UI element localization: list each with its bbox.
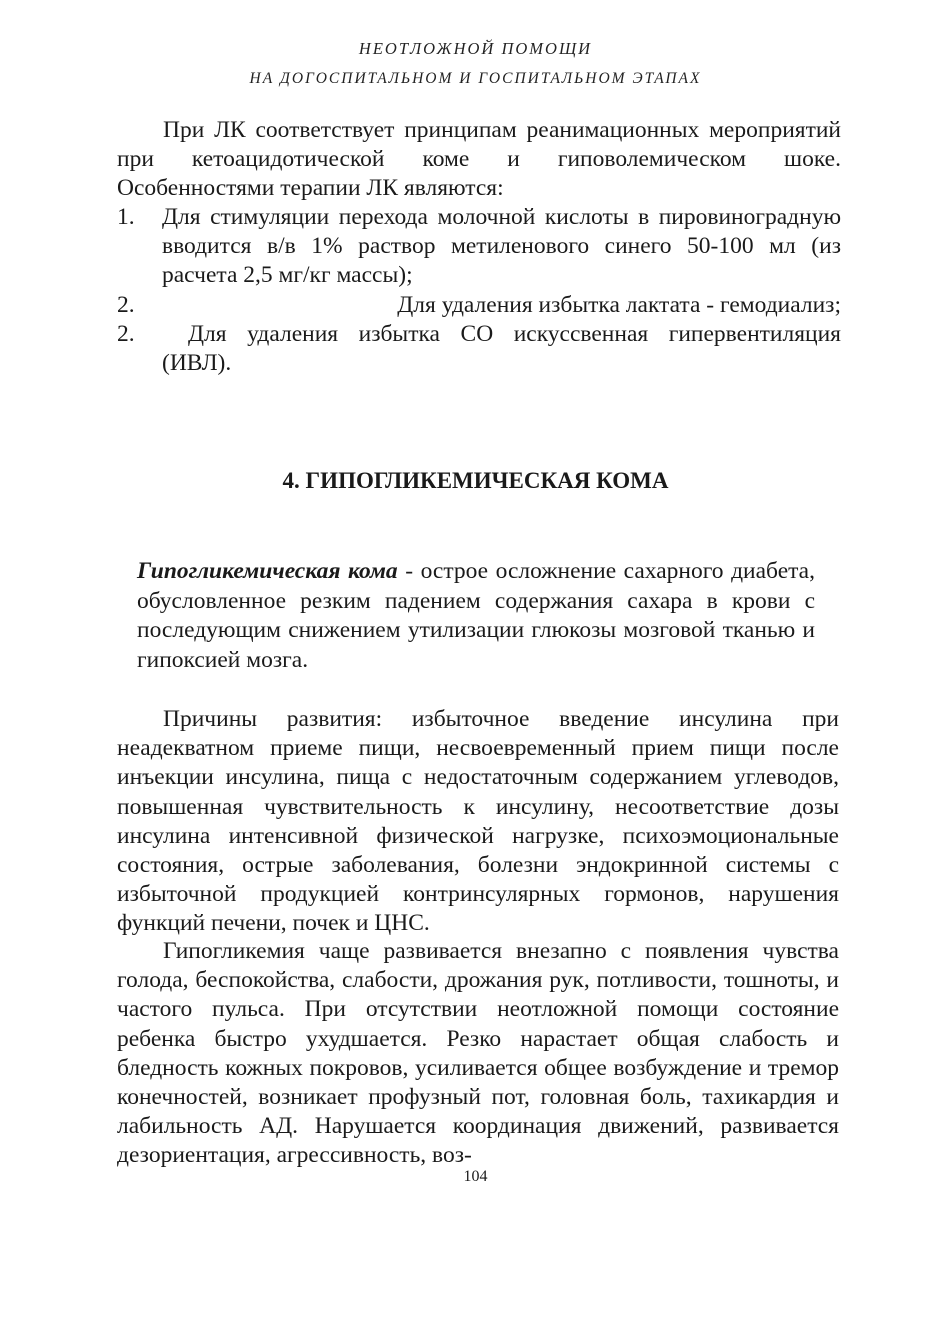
section-heading: 4. ГИПОГЛИКЕМИЧЕСКАЯ КОМА xyxy=(282,468,669,493)
running-header xyxy=(0,34,951,94)
intro-paragraph: При ЛК соответствует принципам реанимационных мероприятий при кетоацидотической коме и гиповолемическом шоке. Особенностями терапии ЛК являются: xyxy=(117,117,841,201)
list-item-3-number: 2. xyxy=(117,321,135,347)
running-header-line1: НЕОТЛОЖНОЙ ПОМОЩИ xyxy=(358,39,593,58)
list-item-3-text: Для удаления избытка СО искуссвенная гипервентиляция (ИВЛ). xyxy=(162,321,841,376)
list-item-1-text: Для стимуляции перехода молочной кислоты в пировиноградную вводится в/в 1% раствор метиленового синего 50-100 мл (из расчета 2,5 мг/кг массы); xyxy=(162,204,841,288)
symptoms-paragraph: Гипогликемия чаще развивается внезапно с появления чувства голода, беспокойства, слабости, дрожания рук, потливости, тошноты, и частого пульса. При отсутствии неотложной помощи состояние ребенка быстро ухудшается. Резко нарастает общая слабость и бледность кожных покровов, усиливается общее возбуждение и тремор конечностей, возникает профузный пот, головная боль, тахикардия и лабильность АД. Нарушается координация движений, развивается дезориентация, агрессивность, воз- xyxy=(117,938,839,1169)
list-item-2-text: Для удаления избытка лактата - гемодиализ; xyxy=(397,292,841,318)
definition-term: Гипогликемическая кома xyxy=(137,558,398,584)
list-item-2-number: 2. xyxy=(117,292,135,318)
causes-paragraph: Причины развития: избыточное введение инсулина при неадекватном приеме пищи, несвоевременный прием пищи после инъекции инсулина, пища с недостаточным содержанием углеводов, повышенная чувствительность к инсулину, несоответствие дозы инсулина интенсивной физической нагрузке, психоэмоциональные состояния, острые заболевания, болезни эндокринной системы с избыточной продукцией контринсулярных гормонов, нарушения функций печени, почек и ЦНС. xyxy=(117,706,839,937)
page-number: 104 xyxy=(463,1168,488,1185)
running-header-line2: НА ДОГОСПИТАЛЬНОМ И ГОСПИТАЛЬНОМ ЭТАПАХ xyxy=(249,70,702,87)
definition-paragraph xyxy=(137,557,815,675)
definition-text: - острое осложнение сахарного диабета, обусловленное резким падением содержания сахара в крови с последующим снижением утилизации глюкозы мозговой тканью и гипоксией мозга. xyxy=(137,558,815,673)
list-item-1-number: 1. xyxy=(117,204,135,230)
